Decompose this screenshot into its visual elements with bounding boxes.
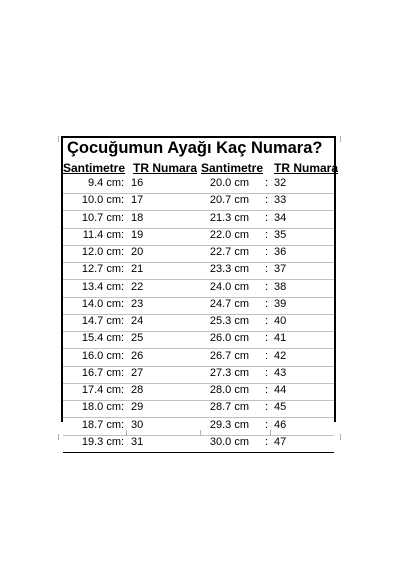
header-santimetre-1: Santimetre <box>63 161 126 175</box>
cm-cell: 18.7 cm <box>81 418 121 431</box>
table-row <box>61 281 336 298</box>
tr-cell: 44 <box>274 384 287 396</box>
tr-cell: 19 <box>131 228 144 241</box>
cm-cell: 26.7 cm <box>209 349 249 362</box>
cm-cell: 30.0 cm <box>209 435 249 448</box>
separator: : <box>121 177 125 189</box>
separator: : <box>265 418 269 431</box>
cm-cell: 14.0 cm <box>81 297 121 310</box>
tr-cell: 36 <box>274 246 287 258</box>
separator: : <box>265 263 269 276</box>
tr-cell: 16 <box>131 177 144 189</box>
cm-cell: 28.0 cm <box>209 384 249 396</box>
cm-cell: 29.3 cm <box>209 418 249 431</box>
tr-cell: 21 <box>131 263 144 276</box>
table-row <box>61 384 336 401</box>
separator: : <box>121 315 125 327</box>
header-santimetre-2: Santimetre <box>201 161 264 175</box>
cm-cell: 22.7 cm <box>209 246 249 258</box>
separator: : <box>265 401 269 414</box>
cm-cell: 16.7 cm <box>81 366 121 379</box>
table-row <box>61 332 336 349</box>
separator: : <box>121 194 125 207</box>
separator: : <box>121 332 125 345</box>
cm-cell: 21.3 cm <box>209 211 249 224</box>
size-chart-sheet <box>61 136 339 448</box>
cm-cell: 20.7 cm <box>209 194 249 207</box>
separator: : <box>121 211 125 224</box>
cm-cell: 16.0 cm <box>81 349 121 362</box>
cm-cell: 10.0 cm <box>81 194 121 207</box>
cm-cell: 27.3 cm <box>209 366 249 379</box>
crop-mark <box>340 434 341 440</box>
separator: : <box>265 177 269 189</box>
tr-cell: 26 <box>131 349 144 362</box>
separator: : <box>121 435 125 448</box>
table-row <box>61 229 336 246</box>
tr-cell: 42 <box>274 349 287 362</box>
table-row <box>61 298 336 315</box>
cm-cell: 18.0 cm <box>81 401 121 414</box>
tr-cell: 25 <box>131 332 144 345</box>
tr-cell: 46 <box>274 418 287 431</box>
cm-cell: 24.7 cm <box>209 297 249 310</box>
cm-cell: 12.7 cm <box>81 263 121 276</box>
tr-cell: 41 <box>274 332 287 345</box>
table-row <box>61 246 336 263</box>
table-row <box>61 194 336 211</box>
cm-cell: 15.4 cm <box>81 332 121 345</box>
tr-cell: 22 <box>131 280 144 293</box>
tr-cell: 23 <box>131 297 144 310</box>
cm-cell: 12.0 cm <box>81 246 121 258</box>
tr-cell: 32 <box>274 177 287 189</box>
table-row <box>61 367 336 384</box>
separator: : <box>265 228 269 241</box>
separator: : <box>265 315 269 327</box>
separator: : <box>121 349 125 362</box>
tr-cell: 34 <box>274 211 287 224</box>
tr-cell: 40 <box>274 315 287 327</box>
tr-cell: 24 <box>131 315 144 327</box>
header-tr-numara-2: TR Numara <box>274 161 339 175</box>
crop-mark <box>58 434 59 440</box>
separator: : <box>265 297 269 310</box>
separator: : <box>265 366 269 379</box>
title-box <box>61 136 336 159</box>
tr-cell: 28 <box>131 384 144 396</box>
cm-cell: 13.4 cm <box>81 280 121 293</box>
tr-cell: 31 <box>131 435 144 448</box>
separator: : <box>121 366 125 379</box>
tr-cell: 38 <box>274 280 287 293</box>
separator: : <box>265 280 269 293</box>
separator: : <box>265 332 269 345</box>
crop-mark <box>126 430 127 436</box>
cm-cell: 17.4 cm <box>81 384 121 396</box>
separator: : <box>121 418 125 431</box>
table-row <box>61 419 336 436</box>
table-row <box>61 350 336 367</box>
table-row <box>61 212 336 229</box>
table-row <box>61 263 336 280</box>
separator: : <box>121 297 125 310</box>
tr-cell: 29 <box>131 401 144 414</box>
cm-cell: 19.3 cm <box>81 435 121 448</box>
cm-cell: 24.0 cm <box>209 280 249 293</box>
cm-cell: 11.4 cm <box>82 228 121 241</box>
cm-cell: 25.3 cm <box>209 315 249 327</box>
crop-mark <box>200 430 201 436</box>
cm-cell: 28.7 cm <box>209 401 249 414</box>
separator: : <box>265 211 269 224</box>
tr-cell: 30 <box>131 418 144 431</box>
separator: : <box>265 194 269 207</box>
separator: : <box>265 246 269 258</box>
separator: : <box>121 263 125 276</box>
table-row <box>61 315 336 332</box>
row-divider <box>63 452 334 453</box>
crop-mark <box>58 136 59 142</box>
tr-cell: 20 <box>131 246 144 258</box>
cm-cell: 9.4 cm <box>87 177 121 189</box>
table-row <box>61 436 336 453</box>
cm-cell: 22.0 cm <box>209 228 249 241</box>
tr-cell: 39 <box>274 297 287 310</box>
tr-cell: 33 <box>274 194 287 207</box>
separator: : <box>121 384 125 396</box>
separator: : <box>121 280 125 293</box>
tr-cell: 43 <box>274 366 287 379</box>
tr-cell: 47 <box>274 435 287 448</box>
separator: : <box>121 401 125 414</box>
tr-cell: 37 <box>274 263 287 276</box>
tr-cell: 18 <box>131 211 144 224</box>
cm-cell: 26.0 cm <box>209 332 249 345</box>
crop-mark <box>270 430 271 436</box>
separator: : <box>265 384 269 396</box>
tr-cell: 27 <box>131 366 144 379</box>
crop-mark <box>340 136 341 142</box>
cm-cell: 23.3 cm <box>209 263 249 276</box>
table-row <box>61 401 336 418</box>
separator: : <box>265 349 269 362</box>
cm-cell: 10.7 cm <box>81 211 121 224</box>
cm-cell: 20.0 cm <box>209 177 249 189</box>
page-title: Çocuğumun Ayağı Kaç Numara? <box>67 139 323 157</box>
cm-cell: 14.7 cm <box>81 315 121 327</box>
tr-cell: 35 <box>274 228 287 241</box>
table-row <box>61 177 336 194</box>
separator: : <box>265 435 269 448</box>
tr-cell: 45 <box>274 401 287 414</box>
separator: : <box>121 246 125 258</box>
tr-cell: 17 <box>131 194 144 207</box>
header-tr-numara-1: TR Numara <box>133 161 198 175</box>
separator: : <box>121 228 125 241</box>
